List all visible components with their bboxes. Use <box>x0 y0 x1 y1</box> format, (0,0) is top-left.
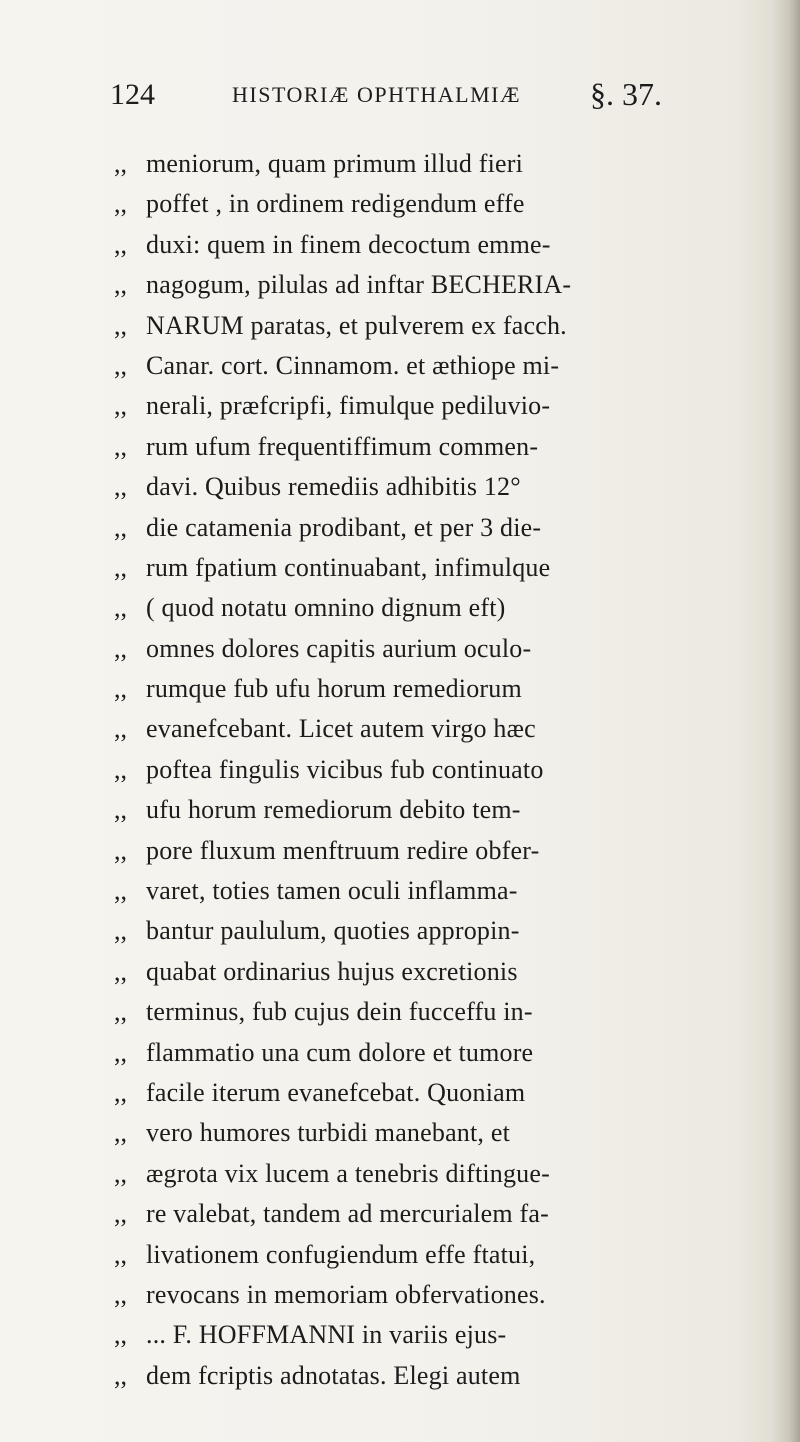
quotation-mark: ,, <box>114 1037 127 1067</box>
line-text: pore fluxum menftruum redire obfer- <box>146 835 540 865</box>
text-line <box>114 831 774 871</box>
quotation-mark: ,, <box>114 270 127 300</box>
page-edge-shadow <box>772 0 800 1442</box>
text-line <box>114 669 774 709</box>
line-text: re valebat, tandem ad mercurialem fa- <box>146 1199 549 1229</box>
quotation-mark: ,, <box>114 431 127 461</box>
line-text: ufu horum remediorum debito tem- <box>146 795 521 825</box>
text-line <box>114 386 774 426</box>
line-text: nerali, præfcripfi, fimulque pediluvio- <box>146 391 551 421</box>
text-line <box>114 548 774 588</box>
line-text: rum fpatium continuabant, infimulque <box>146 552 551 582</box>
line-text: poftea fingulis vicibus fub continuato <box>146 754 544 784</box>
line-text: rum ufum frequentiffimum commen- <box>146 431 539 461</box>
text-line <box>114 1235 774 1275</box>
line-text: varet, toties tamen oculi inflamma- <box>146 876 518 906</box>
text-line <box>114 790 774 830</box>
text-line <box>114 911 774 951</box>
text-line <box>114 629 774 669</box>
text-line <box>114 184 774 224</box>
quotation-mark: ,, <box>114 795 127 825</box>
line-text: poffet , in ordinem redigendum effe <box>146 189 525 219</box>
quotation-mark: ,, <box>114 229 127 259</box>
quotation-mark: ,, <box>114 1239 127 1269</box>
text-line <box>114 346 774 386</box>
line-text: quabat ordinarius hujus excretionis <box>146 956 518 986</box>
line-text: ( quod notatu omnino dignum eft) <box>146 593 506 623</box>
line-text: Canar. cort. Cinnamom. et æthiope mi- <box>146 350 560 380</box>
text-line <box>114 1073 774 1113</box>
quotation-mark: ,, <box>114 1199 127 1229</box>
quotation-mark: ,, <box>114 1118 127 1148</box>
section-number: §. 37. <box>590 76 662 112</box>
text-line <box>114 306 774 346</box>
running-title: HISTORIÆ OPHTHALMIÆ <box>232 82 522 107</box>
line-text: NARUM paratas, et pulverem ex facch. <box>146 310 567 340</box>
text-line <box>114 265 774 305</box>
quotation-mark: ,, <box>114 149 127 178</box>
text-line <box>114 871 774 911</box>
line-text: die catamenia prodibant, et per 3 die- <box>146 512 542 542</box>
quotation-mark: ,, <box>114 350 127 380</box>
quotation-mark: ,, <box>114 472 127 502</box>
line-text: duxi: quem in finem decoctum emme- <box>146 229 551 259</box>
quotation-mark: ,, <box>114 876 127 906</box>
text-line <box>114 750 774 790</box>
text-line <box>114 1315 774 1355</box>
text-line <box>114 1194 774 1234</box>
text-line <box>114 144 774 184</box>
quotation-mark: ,, <box>114 714 127 744</box>
quotation-mark: ,, <box>114 1360 127 1390</box>
page-header <box>110 72 760 122</box>
quotation-mark: ,, <box>114 1320 127 1350</box>
quotation-mark: ,, <box>114 956 127 986</box>
line-text: facile iterum evanefcebat. Quoniam <box>146 1077 526 1107</box>
line-text: ægrota vix lucem a tenebris diftingue- <box>146 1158 550 1188</box>
text-line <box>114 508 774 548</box>
line-text: rumque fub ufu horum remediorum <box>146 674 522 704</box>
line-text: terminus, fub cujus dein fucceffu in- <box>146 997 533 1027</box>
line-text: meniorum, quam primum illud fieri <box>146 149 524 178</box>
quotation-mark: ,, <box>114 1077 127 1107</box>
quotation-mark: ,, <box>114 674 127 704</box>
page-number: 124 <box>110 78 155 111</box>
quotation-mark: ,, <box>114 1279 127 1309</box>
line-text: revocans in memoriam obfervationes. <box>146 1279 546 1309</box>
text-line <box>114 992 774 1032</box>
text-line <box>114 1154 774 1194</box>
quotation-mark: ,, <box>114 1158 127 1188</box>
line-text: davi. Quibus remediis adhibitis 12° <box>146 472 521 502</box>
text-line <box>114 1356 774 1396</box>
line-text: dem fcriptis adnotatas. Elegi autem <box>146 1360 521 1390</box>
text-line <box>114 588 774 628</box>
line-text: evanefcebant. Licet autem virgo hæc <box>146 714 536 744</box>
text-line <box>114 225 774 265</box>
quotation-mark: ,, <box>114 512 127 542</box>
line-text: ... F. HOFFMANNI in variis ejus- <box>146 1320 507 1350</box>
text-line <box>114 1113 774 1153</box>
quotation-mark: ,, <box>114 391 127 421</box>
quotation-mark: ,, <box>114 310 127 340</box>
quotation-mark: ,, <box>114 552 127 582</box>
quotation-mark: ,, <box>114 754 127 784</box>
quotation-mark: ,, <box>114 633 127 663</box>
text-line <box>114 1033 774 1073</box>
body-text <box>114 144 774 1396</box>
quotation-mark: ,, <box>114 593 127 623</box>
text-line <box>114 952 774 992</box>
line-text: vero humores turbidi manebant, et <box>146 1118 510 1148</box>
quotation-mark: ,, <box>114 997 127 1027</box>
line-text: omnes dolores capitis aurium oculo- <box>146 633 532 663</box>
text-line <box>114 467 774 507</box>
line-text: livationem confugiendum effe ftatui, <box>146 1239 536 1269</box>
quotation-mark: ,, <box>114 916 127 946</box>
quotation-mark: ,, <box>114 189 127 219</box>
text-line <box>114 709 774 749</box>
quotation-mark: ,, <box>114 835 127 865</box>
line-text: bantur paululum, quoties appropin- <box>146 916 520 946</box>
text-line <box>114 427 774 467</box>
line-text: flammatio una cum dolore et tumore <box>146 1037 534 1067</box>
line-text: nagogum, pilulas ad inftar BECHERIA- <box>146 270 572 300</box>
text-line <box>114 1275 774 1315</box>
